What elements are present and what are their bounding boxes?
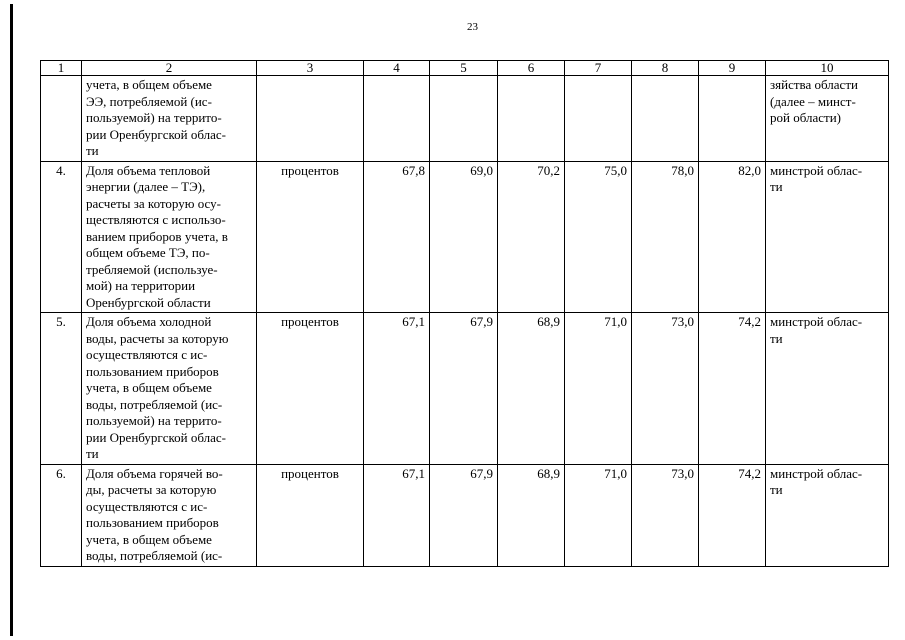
column-header: 2 — [82, 61, 257, 76]
table-row — [41, 76, 889, 162]
value-cell: 74,2 — [699, 313, 766, 465]
unit-cell: процентов — [257, 464, 364, 566]
indicator-text: Доля объема тепловой энергии (далее – ТЭ), расчеты за которую осу- ществляются с использо- ванием приборов учета, в общем объеме ТЭ, по- требляемой (используе- мой) на территории Оренбургской области — [82, 161, 257, 313]
value-cell — [565, 76, 632, 162]
value-cell: 71,0 — [565, 464, 632, 566]
responsible-cell: минстрой облас- ти — [766, 161, 889, 313]
column-header: 9 — [699, 61, 766, 76]
value-cell: 68,9 — [498, 313, 565, 465]
column-header: 5 — [430, 61, 498, 76]
value-cell — [498, 76, 565, 162]
value-cell: 67,9 — [430, 464, 498, 566]
row-index — [41, 76, 82, 162]
value-cell: 67,9 — [430, 313, 498, 465]
value-cell: 75,0 — [565, 161, 632, 313]
row-index: 4. — [41, 161, 82, 313]
indicator-text: учета, в общем объеме ЭЭ, потребляемой (ис- пользуемой) на террито- рии Оренбургской облас- ти — [82, 76, 257, 162]
unit-cell: процентов — [257, 313, 364, 465]
unit-cell — [257, 76, 364, 162]
table-header-row — [41, 61, 889, 76]
column-header: 4 — [364, 61, 430, 76]
column-header: 6 — [498, 61, 565, 76]
responsible-cell: зяйства области (далее – минст- рой области) — [766, 76, 889, 162]
value-cell: 71,0 — [565, 313, 632, 465]
row-index: 5. — [41, 313, 82, 465]
value-cell: 67,8 — [364, 161, 430, 313]
indicator-table — [40, 60, 889, 567]
value-cell: 69,0 — [430, 161, 498, 313]
column-header: 8 — [632, 61, 699, 76]
indicator-text: Доля объема холодной воды, расчеты за которую осуществляются с ис- пользованием приборов учета, в общем объеме воды, потребляемой (ис- пользуемой) на террито- рии Оренбургской облас- ти — [82, 313, 257, 465]
value-cell: 73,0 — [632, 464, 699, 566]
value-cell: 74,2 — [699, 464, 766, 566]
value-cell: 67,1 — [364, 464, 430, 566]
indicator-text: Доля объема горячей во- ды, расчеты за которую осуществляются с ис- пользованием приборов учета, в общем объеме воды, потребляемой (ис- — [82, 464, 257, 566]
value-cell: 67,1 — [364, 313, 430, 465]
table-row — [41, 464, 889, 566]
responsible-cell: минстрой облас- ти — [766, 313, 889, 465]
responsible-cell: минстрой облас- ти — [766, 464, 889, 566]
column-header: 3 — [257, 61, 364, 76]
page-left-border — [10, 4, 13, 636]
value-cell — [699, 76, 766, 162]
unit-cell: процентов — [257, 161, 364, 313]
value-cell: 82,0 — [699, 161, 766, 313]
column-header: 7 — [565, 61, 632, 76]
value-cell: 68,9 — [498, 464, 565, 566]
value-cell — [632, 76, 699, 162]
page-number: 23 — [467, 21, 478, 33]
value-cell — [364, 76, 430, 162]
table-row — [41, 313, 889, 465]
value-cell: 73,0 — [632, 313, 699, 465]
table-row — [41, 161, 889, 313]
column-header: 10 — [766, 61, 889, 76]
row-index: 6. — [41, 464, 82, 566]
value-cell: 78,0 — [632, 161, 699, 313]
column-header: 1 — [41, 61, 82, 76]
value-cell — [430, 76, 498, 162]
value-cell: 70,2 — [498, 161, 565, 313]
